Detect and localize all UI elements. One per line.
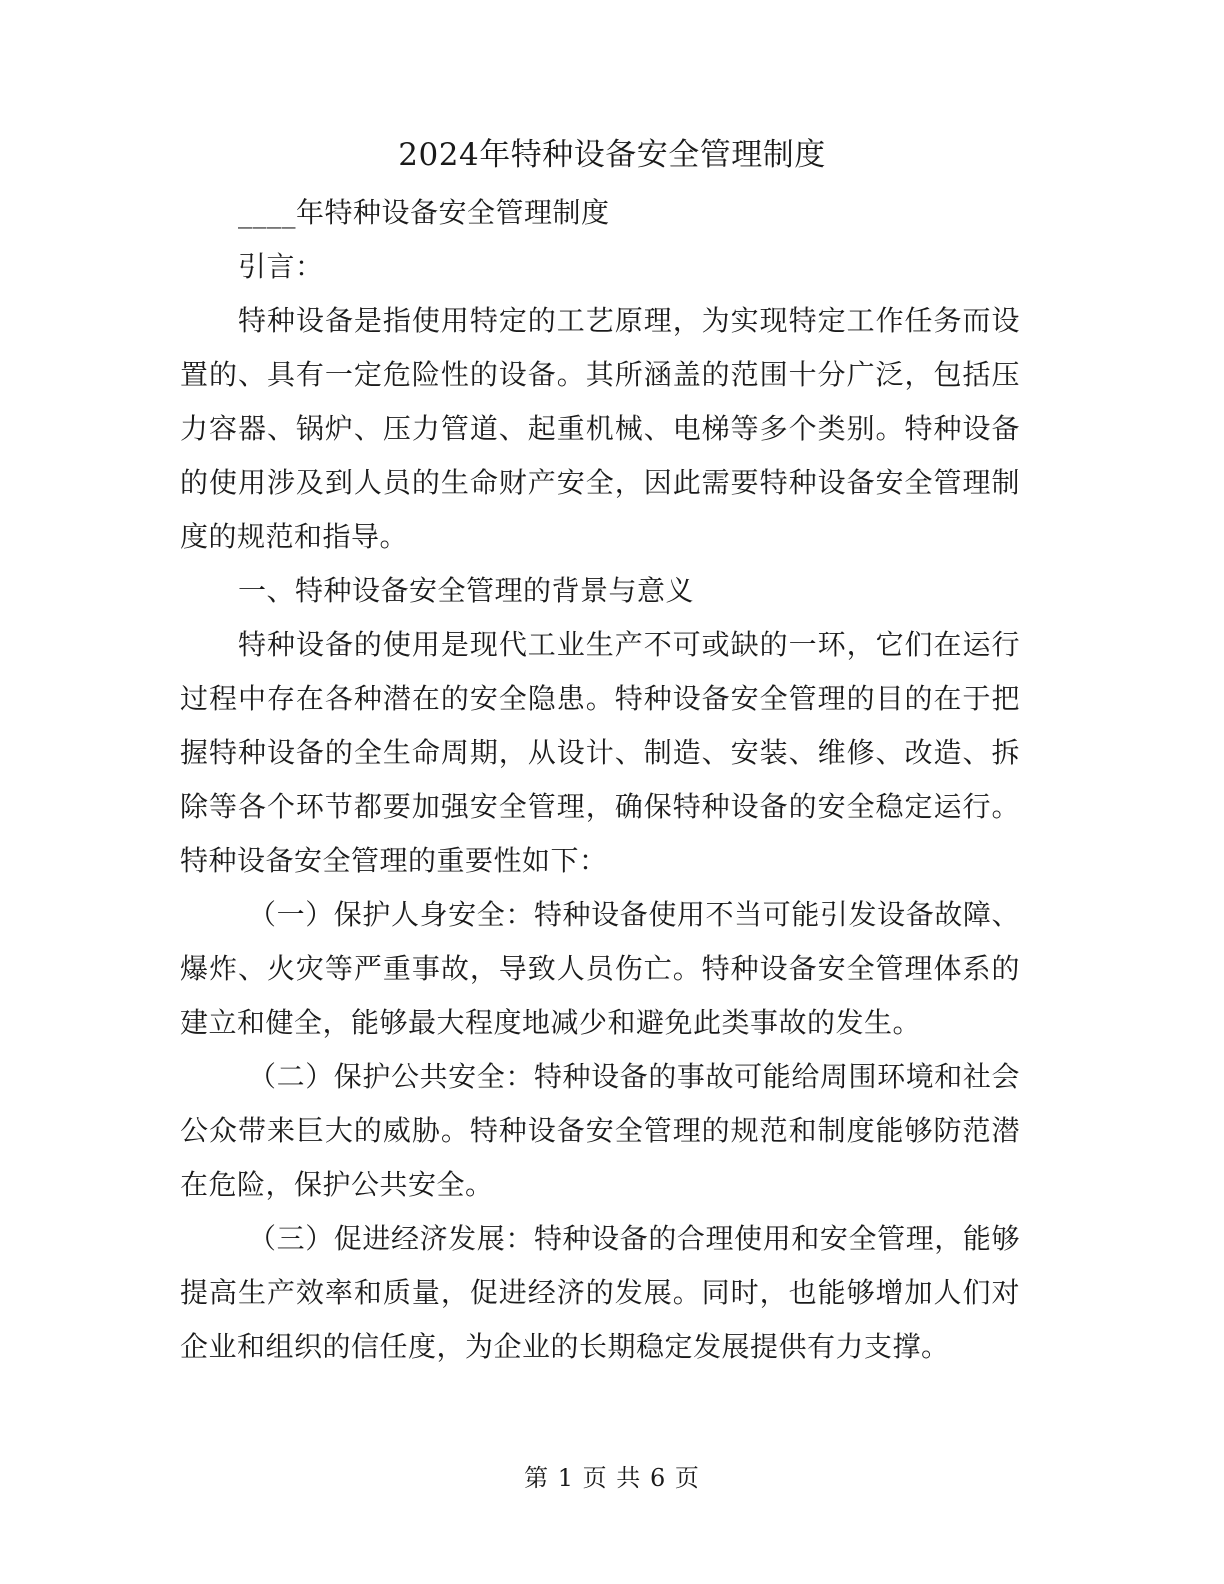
subtitle-paragraph: ____年特种设备安全管理制度 <box>238 196 610 229</box>
intro-heading: 引言： <box>238 250 324 283</box>
item-economic-development: （三）促进经济发展：特种设备的合理使用和安全管理，能够提高生产效率和质量，促进经济的发展。同时，也能够增加人们对企业和组织的信任度，为企业的长期稳定发展提供有力支撑。 <box>180 1222 1020 1363</box>
background-paragraph: 特种设备的使用是现代工业生产不可或缺的一环，它们在运行过程中存在各种潜在的安全隐患。特种设备安全管理的目的在于把握特种设备的全生命周期，从设计、制造、安装、维修、改造、拆除等各个环节都要加强安全管理，确保特种设备的安全稳定运行。特种设备安全管理的重要性如下： <box>180 628 1020 877</box>
item-public-safety: （二）保护公共安全：特种设备的事故可能给周围环境和社会公众带来巨大的威胁。特种设备安全管理的规范和制度能够防范潜在危险，保护公共安全。 <box>180 1060 1020 1201</box>
document-title: 2024年特种设备安全管理制度 <box>398 137 826 173</box>
section-heading: 一、特种设备安全管理的背景与意义 <box>238 574 695 607</box>
page-footer: 第 1 页 共 6 页 <box>524 1464 700 1492</box>
document-body <box>180 186 1020 1374</box>
intro-paragraph: 特种设备是指使用特定的工艺原理，为实现特定工作任务而设置的、具有一定危险性的设备。其所涵盖的范围十分广泛，包括压力容器、锅炉、压力管道、起重机械、电梯等多个类别。特种设备的使用涉及到人员的生命财产安全，因此需要特种设备安全管理制度的规范和指导。 <box>180 304 1020 553</box>
item-personal-safety: （一）保护人身安全：特种设备使用不当可能引发设备故障、爆炸、火灾等严重事故，导致人员伤亡。特种设备安全管理体系的建立和健全，能够最大程度地减少和避免此类事故的发生。 <box>180 898 1020 1039</box>
